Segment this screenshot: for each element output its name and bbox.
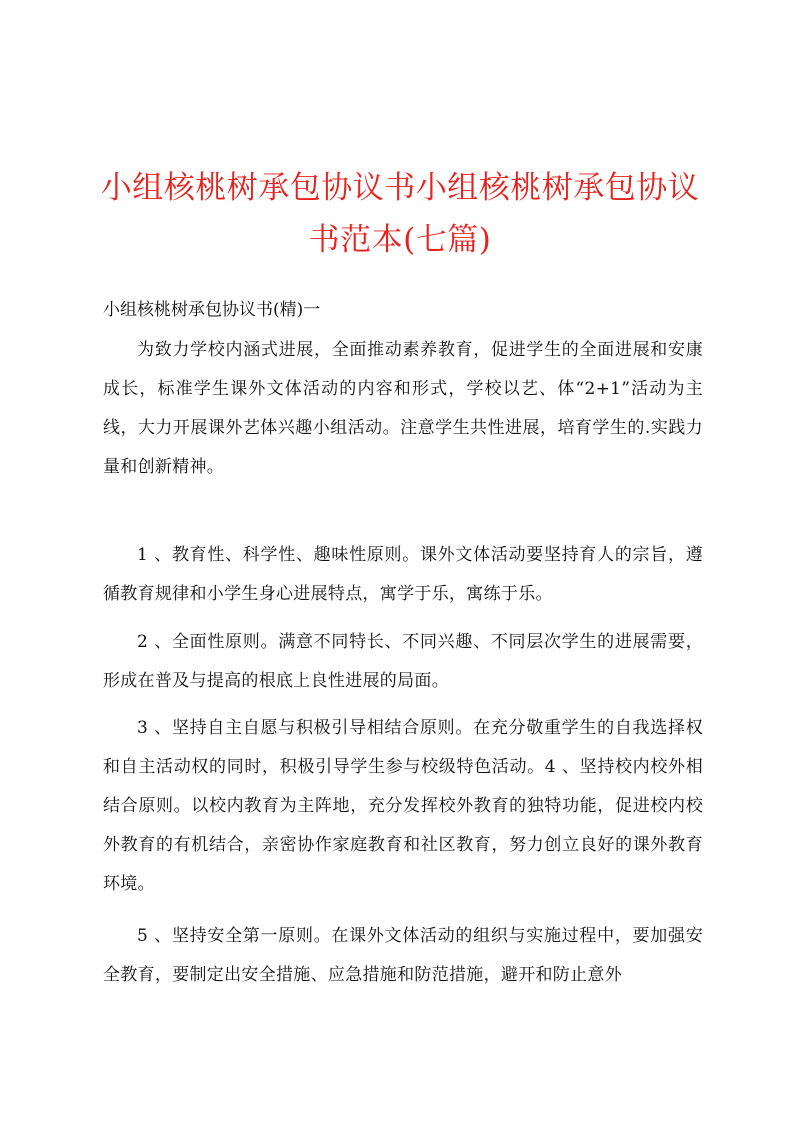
body-paragraph-principle-1: 1 、教育性、科学性、趣味性原则。课外文体活动要坚持育人的宗旨，遵循教育规律和小学生身心进展特点，寓学于乐，寓练于乐。 xyxy=(103,545,703,604)
body-paragraph-principle-3-4: 3 、坚持自主自愿与积极引导相结合原则。在充分敬重学生的自我选择权和自主活动权的同时，积极引导学生参与校级特色活动。4 、坚持校内校外相结合原则。以校内教育为主阵地，充分发挥校外教育的独特功能，促进校内校外教育的有机结合，亲密协作家庭教育和社区教育，努力创立良好的课外教育环境。 xyxy=(103,718,703,894)
document-title: 小组核桃树承包协议书小组核桃树承包协议书范本(七篇) xyxy=(100,170,700,258)
section-heading: 小组核桃树承包协议书(精)一 xyxy=(103,300,321,320)
body-paragraph-intro: 为致力学校内涵式进展，全面推动素养教育，促进学生的全面进展和安康成长，标准学生课外文体活动的内容和形式，学校以艺、体“2+1”活动为主线，大力开展课外艺体兴趣小组活动。注意学生共性进展，培育学生的.实践力量和创新精神。 xyxy=(103,340,703,477)
body-paragraph-principle-2: 2 、全面性原则。满意不同特长、不同兴趣、不同层次学生的进展需要，形成在普及与提高的根底上良性进展的局面。 xyxy=(103,632,703,691)
body-paragraph-principle-5: 5 、坚持安全第一原则。在课外文体活动的组织与实施过程中，要加强安全教育，要制定出安全措施、应急措施和防范措施，避开和防止意外 xyxy=(103,926,703,985)
